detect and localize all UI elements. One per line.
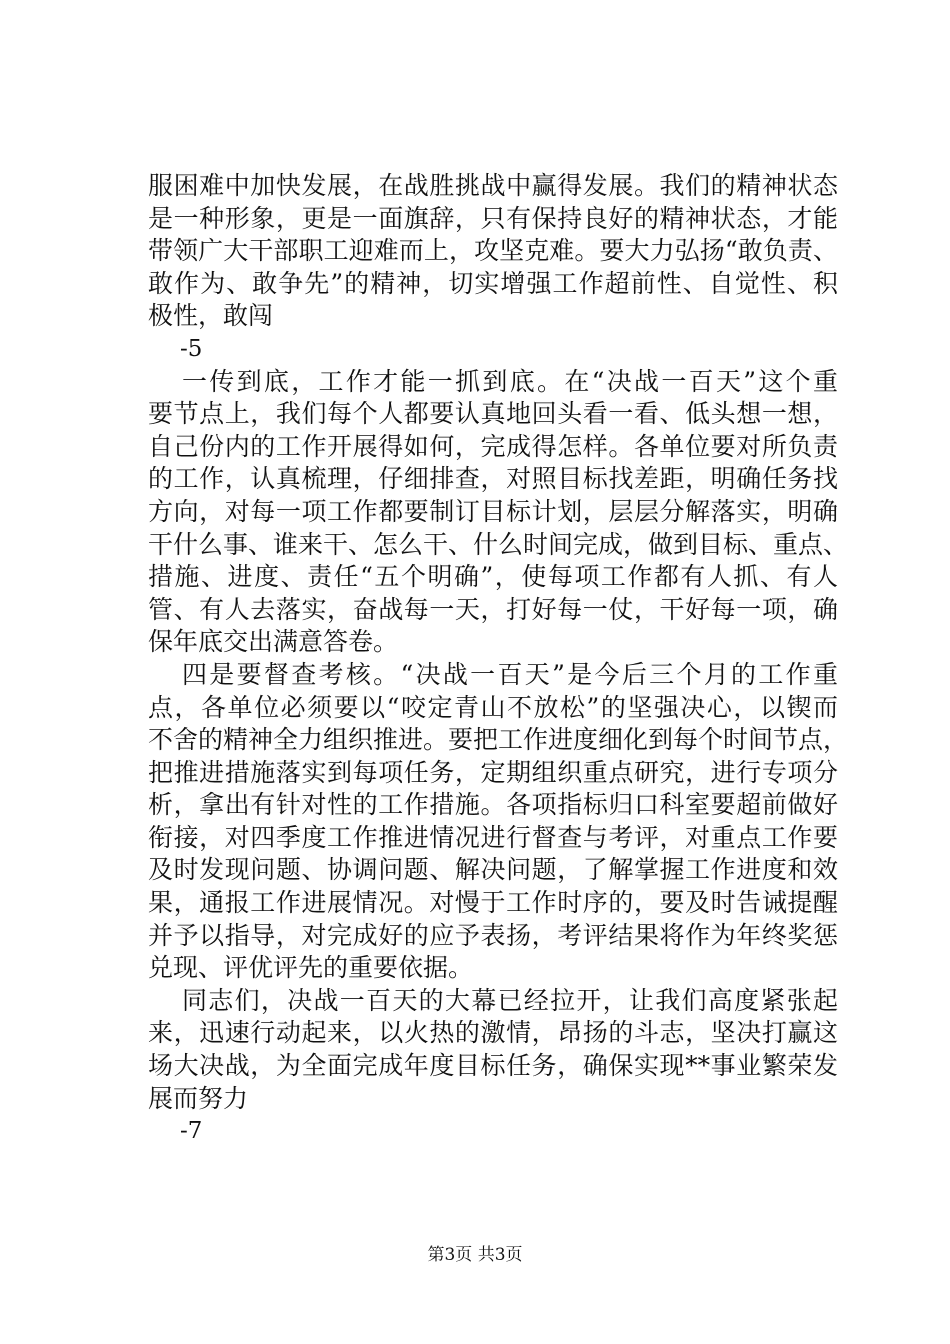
- paragraph-1: [148, 170, 838, 333]
- text-line: 不舍的精神全力组织推进。要把工作进度细化到每个时间节点，: [148, 725, 849, 755]
- text-line: 带领广大干部职工迎难而上，攻坚克难。要大力弘扬“敢负责、: [148, 236, 838, 266]
- text-line: 场大决战，为全面完成年度目标任务，确保实现**事业繁荣发: [148, 1051, 838, 1081]
- text-line: 服困难中加快发展，在战胜挑战中赢得发展。我们的精神状态: [148, 171, 838, 200]
- text-line: 要节点上，我们每个人都要认真地回头看一看、低头想一想，: [148, 399, 838, 429]
- text-line: 果，通报工作进展情况。对慢于工作时序的，要及时告诫提醒: [148, 888, 838, 918]
- text-line: 干什么事、谁来干、怎么干、什么时间完成，做到目标、重点、: [148, 529, 849, 559]
- text-line: 是一种形象，更是一面旗辞，只有保持良好的精神状态，才能: [148, 203, 838, 233]
- text-line: 自己份内的工作开展得如何，完成得怎样。各单位要对所负责: [148, 431, 838, 461]
- text-line: 点，各单位必须要以“咬定青山不放松”的坚强决心，以锲而: [148, 692, 838, 722]
- text-line: 及时发现问题、协调问题、解决问题，了解掌握工作进度和效: [148, 855, 838, 885]
- text-line: 同志们，决战一百天的大幕已经拉开，让我们高度紧张起: [182, 985, 838, 1015]
- text-line: 兑现、评优评先的重要依据。: [148, 953, 474, 983]
- text-line: 并予以指导，对完成好的应予表扬，考评结果将作为年终奖惩: [148, 920, 838, 950]
- page-footer: 第3页 共3页: [427, 1245, 523, 1265]
- paragraph-2: [148, 366, 849, 659]
- text-line: 极性，敢闯: [148, 301, 274, 331]
- paragraph-3: [148, 659, 849, 985]
- paragraph-4: [148, 985, 838, 1115]
- text-line: 把推进措施落实到每项任务，定期组织重点研究，进行专项分: [148, 757, 838, 787]
- text-line: 保年底交出满意答卷。: [148, 627, 399, 657]
- page-marker: -5: [180, 335, 203, 362]
- page-marker: -7: [180, 1118, 203, 1145]
- text-line: 展而努力: [148, 1083, 249, 1113]
- text-line: 析，拿出有针对性的工作措施。各项指标归口科室要超前做好: [148, 790, 838, 820]
- text-line: 敢作为、敢争先”的精神，切实增强工作超前性、自觉性、积: [148, 268, 838, 298]
- text-line: 方向，对每一项工作都要制订目标计划，层层分解落实，明确: [148, 496, 838, 526]
- text-line: 四是要督查考核。“决战一百天”是今后三个月的工作重: [182, 659, 838, 689]
- text-line: 措施、进度、责任“五个明确”，使每项工作都有人抓、有人: [148, 562, 838, 592]
- text-line: 一传到底，工作才能一抓到底。在“决战一百天”这个重: [182, 366, 838, 396]
- text-line: 的工作，认真梳理，仔细排查，对照目标找差距，明确任务找: [148, 464, 838, 494]
- text-line: 来，迅速行动起来，以火热的激情，昂扬的斗志，坚决打赢这: [148, 1018, 838, 1048]
- text-line: 管、有人去落实，奋战每一天，打好每一仗，干好每一项，确: [148, 594, 838, 624]
- document-body: [148, 170, 849, 1148]
- text-line: 衔接，对四季度工作推进情况进行督查与考评，对重点工作要: [148, 822, 838, 852]
